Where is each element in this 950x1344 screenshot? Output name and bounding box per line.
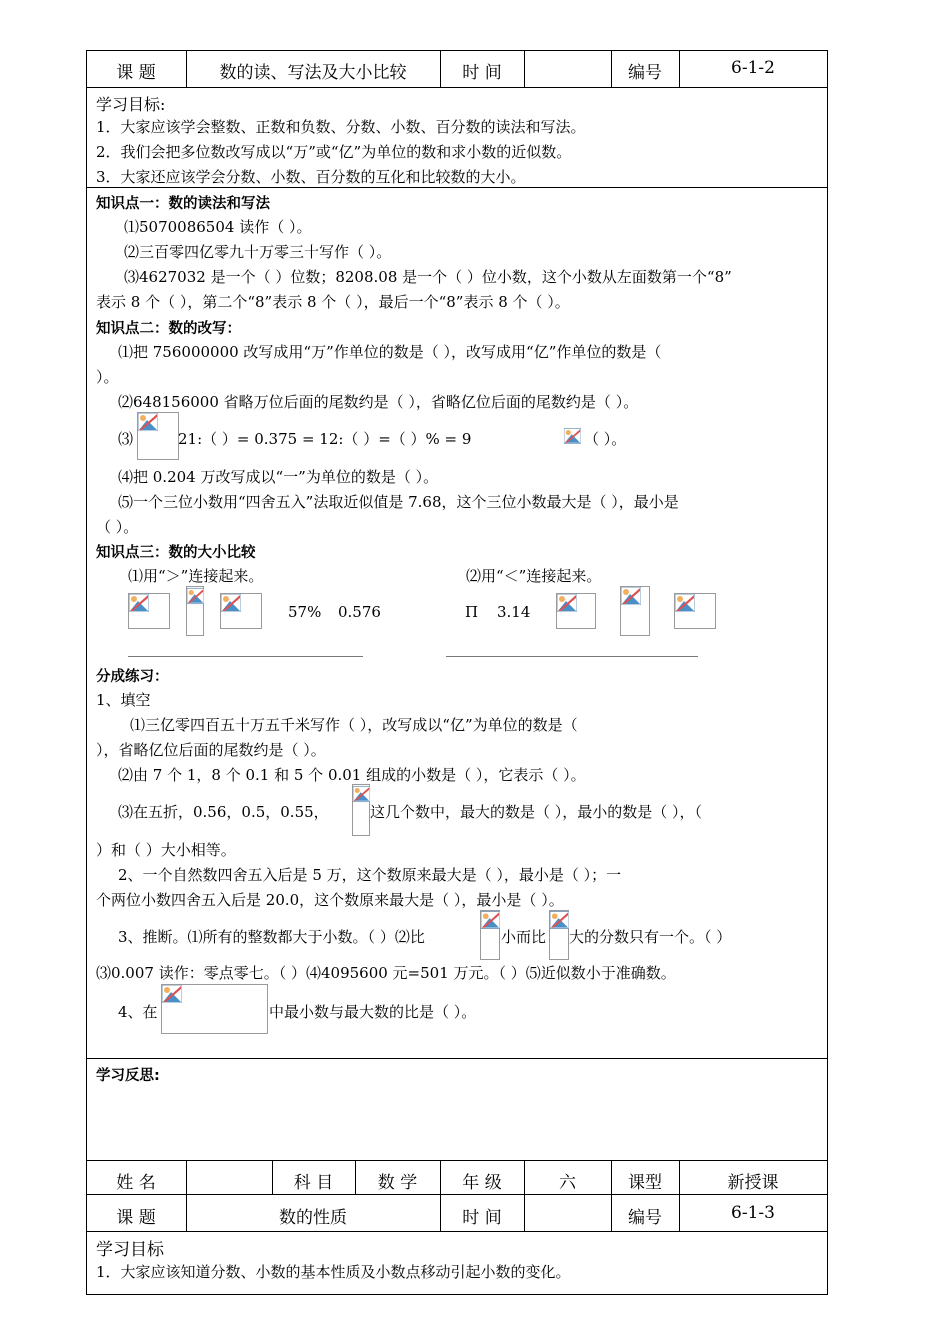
kp1-heading: 知识点一：数的读法和写法: [96, 196, 270, 212]
objectives2-heading: 学习目标: [96, 1240, 164, 1260]
practice-line-7: 个两位小数四舍五入后是 20.0，这个数原来最大是（ ），最小是（ ）。: [96, 891, 564, 909]
practice-line-8a: 3、推断。⑴所有的整数都大于小数。（ ）⑵比: [118, 928, 425, 946]
practice-image-1-icon: [352, 784, 370, 836]
practice-line-5: ）和（ ）大小相等。: [96, 841, 236, 859]
kp2-line-4-suffix: （ ）。: [584, 430, 627, 448]
practice-line-10b: 中最小数与最大数的比是（ ）。: [269, 1003, 477, 1021]
practice-line-8b: 小而比: [501, 928, 547, 946]
kp3-heading: 知识点三：数的大小比较: [96, 545, 256, 561]
practice-image-2-icon: [480, 910, 500, 960]
kp2-line-4-text: 21:（ ）= 0.375 = 12:（ ）=（ ）% = 9: [178, 430, 472, 448]
objectives2-item-1: 1．大家应该知道分数、小数的基本性质及小数点移动引起小数的变化。: [96, 1263, 571, 1281]
objective-item-2: 2．我们会把多位数改写成以“万”或“亿”为单位的数和求小数的近似数。: [96, 143, 572, 161]
header-lesson-title: 数的读、写法及大小比较: [219, 63, 407, 83]
kp2-line-5: ⑷把 0.204 万改写成以“一”为单位的数是（ ）。: [118, 468, 439, 486]
kp2-line-4-prefix: ⑶: [118, 430, 134, 448]
reflection-heading: 学习反思:: [96, 1068, 160, 1084]
answer-line-2: [446, 656, 698, 657]
footer-subject-value: 数 学: [377, 1173, 418, 1193]
footer-subject-label: 科 目: [293, 1173, 334, 1193]
practice-line-2: ），省略亿位后面的尾数约是（ ）。: [96, 741, 326, 759]
kp3-question-2: ⑵用“＜”连接起来。: [466, 567, 602, 585]
header-time-label: 时 间: [462, 63, 502, 83]
header-code-label: 编号: [628, 63, 662, 83]
fraction-image-small-icon: [564, 428, 581, 444]
kp2-line-2: ）。: [96, 368, 119, 386]
compare-image-5-icon: [620, 586, 650, 636]
footer-time-label: 时 间: [462, 1208, 502, 1228]
kp1-line-1: ⑴5070086504 读作（ ）。: [124, 218, 312, 236]
fraction-image-icon: [137, 412, 179, 460]
practice-line-9: ⑶0.007 读作：零点零七。（ ）⑷4095600 元=501 万元。（ ）⑸近似数小于准确数。: [96, 964, 676, 982]
footer-grade-label: 年 级: [462, 1173, 502, 1193]
practice-line-10a: 4、在: [118, 1003, 158, 1021]
objective-item-1: 1．大家应该学会整数、正数和负数、分数、小数、百分数的读法和写法。: [96, 118, 586, 136]
header-keti-label: 课 题: [116, 63, 156, 83]
footer-type-label: 课型: [628, 1173, 662, 1193]
footer-code-value: 6-1-3: [731, 1203, 775, 1223]
kp2-line-1: ⑴把 756000000 改写成用“万”作单位的数是（ ），改写成用“亿”作单位的数是（: [118, 343, 662, 361]
practice-line-3: ⑵由 7 个 1，8 个 0.1 和 5 个 0.01 组成的小数是（ ），它表示（ ）。: [118, 766, 586, 784]
header-code-value: 6-1-2: [731, 58, 775, 78]
footer-code-label: 编号: [628, 1208, 662, 1228]
compare-value-3: Π: [465, 603, 479, 621]
footer-grade-value: 六: [559, 1173, 576, 1193]
compare-image-1-icon: [128, 593, 170, 629]
practice-image-3-icon: [549, 910, 569, 960]
objective-item-3: 3．大家还应该学会分数、小数、百分数的互化和比较数的大小。: [96, 168, 526, 186]
practice-line-4a: ⑶在五折，0.56，0.5，0.55，: [118, 803, 329, 821]
compare-image-6-icon: [674, 593, 716, 629]
footer-name-label: 姓 名: [116, 1173, 156, 1193]
practice-image-4-icon: [161, 984, 268, 1034]
practice-heading: 分成练习：: [96, 669, 169, 685]
compare-image-2-icon: [186, 586, 204, 636]
practice-line-8c: 大的分数只有一个。（ ）: [569, 928, 732, 946]
kp2-heading: 知识点二：数的改写：: [96, 321, 241, 337]
kp1-line-3: ⑶4627032 是一个（ ）位数；8208.08 是一个（ ）位小数，这个小数从左面数第一个“8”: [124, 268, 732, 286]
answer-line-1: [128, 656, 363, 657]
kp2-line-7: （ ）。: [96, 518, 139, 536]
compare-value-1: 57%: [288, 603, 322, 621]
objectives-heading: 学习目标:: [96, 95, 166, 114]
practice-section-1: 1、填空: [96, 691, 151, 709]
kp1-line-2: ⑵三百零四亿零九十万零三十写作（ ）。: [124, 243, 392, 261]
practice-line-4b: 这几个数中，最大的数是（ ），最小的数是（ ），（: [370, 803, 703, 821]
footer-lesson-title: 数的性质: [279, 1208, 347, 1228]
practice-line-6: 2、一个自然数四舍五入后是 5 万，这个数原来最大是（ ），最小是（ ）；一: [118, 866, 622, 884]
kp1-line-4: 表示 8 个（ ），第二个“8”表示 8 个（ ），最后一个“8”表示 8 个（ ）。: [96, 293, 570, 311]
compare-image-4-icon: [556, 593, 596, 629]
compare-value-4: 3.14: [497, 603, 531, 621]
kp2-line-3: ⑵648156000 省略万位后面的尾数约是（ ），省略亿位后面的尾数约是（ ）。: [118, 393, 639, 411]
footer-type-value: 新授课: [727, 1173, 779, 1193]
footer-keti-label: 课 题: [116, 1208, 156, 1228]
kp2-line-6: ⑸一个三位小数用“四舍五入”法取近似值是 7.68，这个三位小数最大是（ ），最小是: [118, 493, 679, 511]
practice-line-1: ⑴三亿零四百五十万五千米写作（ ），改写成以“亿”为单位的数是（: [130, 716, 578, 734]
compare-image-3-icon: [220, 593, 262, 629]
compare-value-2: 0.576: [338, 603, 381, 621]
kp3-question-1: ⑴用“＞”连接起来。: [128, 567, 264, 585]
